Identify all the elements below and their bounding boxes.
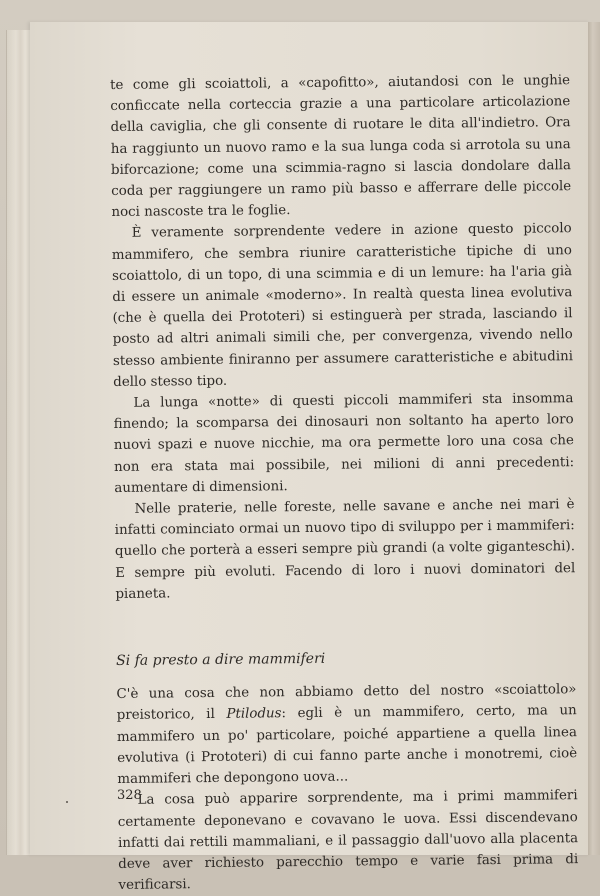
text-span: C'è una cosa che non abbiamo detto del nostro «scoiattolo» preistorico, il: [116, 682, 577, 724]
page-gutter-right: [588, 22, 600, 855]
page-number: 328: [117, 788, 142, 803]
paragraph: te come gli scoiattoli, a «capofitto», aiutandosi con le unghie conficcate nella corteccia grazie a una particolare articolazione della caviglia, che gli consente di ruotare le dita all'indietro. Ora ha raggiunto un nuovo ramo e la sua lunga coda si arrotola su una biforcazione; come una scimmia-ragno si lascia dondolare dalla coda per raggiungere un ramo più basso e afferrare delle piccole noci nascoste tra le foglie.: [110, 73, 572, 221]
paragraph: Nelle praterie, nelle foreste, nelle savane e anche nei mari è infatti cominciato ormai un nuovo tipo di sviluppo per i mammiferi: quello che porterà a esseri sempre più grandi (a volte giganteschi). E sempre più evoluti. Facendo di loro i nuovi dominatori del pianeta.: [114, 497, 576, 602]
section-heading: Si fa presto a dire mammiferi: [116, 650, 326, 670]
text-span: : egli è un mammifero, certo, ma un mammifero un po' particolare, poiché appartiene a quella linea evolutiva (i Prototeri) di cui fanno parte anche i monotremi, cioè mammiferi che depongono uova...: [116, 703, 578, 788]
paragraph: [116, 679, 577, 790]
paragraph: La lunga «notte» di questi piccoli mammiferi sta insomma finendo; la scomparsa dei dinosauri non soltanto ha aperto loro nuovi spazi e nuove nicchie, ma ora permette loro una cosa che non era stata mai possibile, nei milioni di anni precedenti: aumentare di dimensioni.: [113, 391, 575, 496]
paper-speck: [66, 801, 68, 803]
species-name: Ptilodus: [226, 706, 282, 723]
paragraph: La cosa può apparire sorprendente, ma i primi mammiferi certamente deponevano e covavano le uova. Essi discendevano infatti dai rettili mammaliani, e il passaggio dall'uovo alla placenta deve aver richiesto parecchio tempo e varie fasi prima di verificarsi.: [117, 788, 579, 894]
paragraph: È veramente sorprendente vedere in azione questo piccolo mammifero, che sembra riunire caratteristiche tipiche di uno scoiattolo, di un topo, di una scimmia e di un lemure: ha l'aria già di essere un animale «moderno». In realtà questa linea evolutiva (che è quella dei Prototeri) si estinguerà per strada, lasciando il posto ad altri animali simili che, per convergenza, vivendo nello stesso ambiente finiranno per assumere caratteristiche e abitudini dello stesso tipo.: [111, 221, 574, 390]
body-text: [110, 70, 579, 896]
